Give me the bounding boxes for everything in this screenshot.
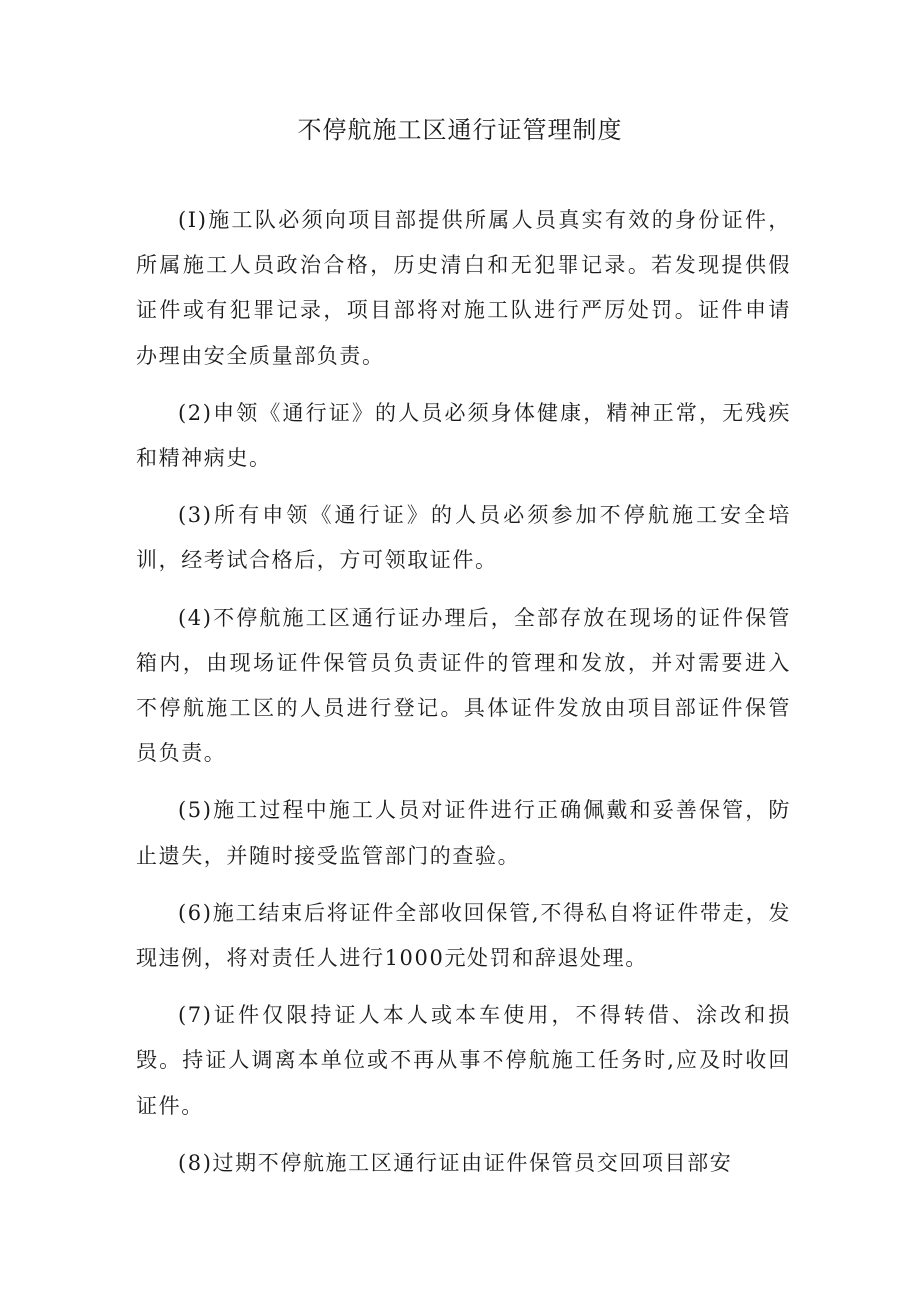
paragraph-5: (5)施工过程中施工人员对证件进行正确佩戴和妥善保管，防止遗失，并随时接受监管部门的查验。 [136,798,791,868]
paragraph-2: (2)申领《通行证》的人员必须身体健康，精神正常，无残疾和精神病史。 [136,400,791,471]
document-body [136,198,791,1198]
document-title: 不停航施工区通行证管理制度 [297,116,623,144]
paragraph-8: (8)过期不停航施工区通行证由证件保管员交回项目部安 [178,1150,733,1175]
paragraph-7: (7)证件仅限持证人本人或本车使用，不得转借、涂改和损毁。持证人调离本单位或不再从事不停航施工任务时,应及时收回证件。 [136,1003,791,1118]
paragraph-3: (3)所有申领《通行证》的人员必须参加不停航施工安全培训，经考试合格后，方可领取证件。 [136,503,791,573]
paragraph-4: (4)不停航施工区通行证办理后，全部存放在现场的证件保管箱内，由现场证件保管员负责证件的管理和发放，并对需要进入不停航施工区的人员进行登记。具体证件发放由项目部证件保管员负责。 [136,605,791,766]
paragraph-6: (6)施工结束后将证件全部收回保管,不得私自将证件带走，发现违例，将对责任人进行1000元处罚和辞退处理。 [136,900,791,971]
paragraph-1: (I)施工队必须向项目部提供所属人员真实有效的身份证件，所属施工人员政治合格，历史清白和无犯罪记录。若发现提供假证件或有犯罪记录，项目部将对施工队进行严厉处罚。证件申请办理由安全质量部负责。 [136,208,791,368]
